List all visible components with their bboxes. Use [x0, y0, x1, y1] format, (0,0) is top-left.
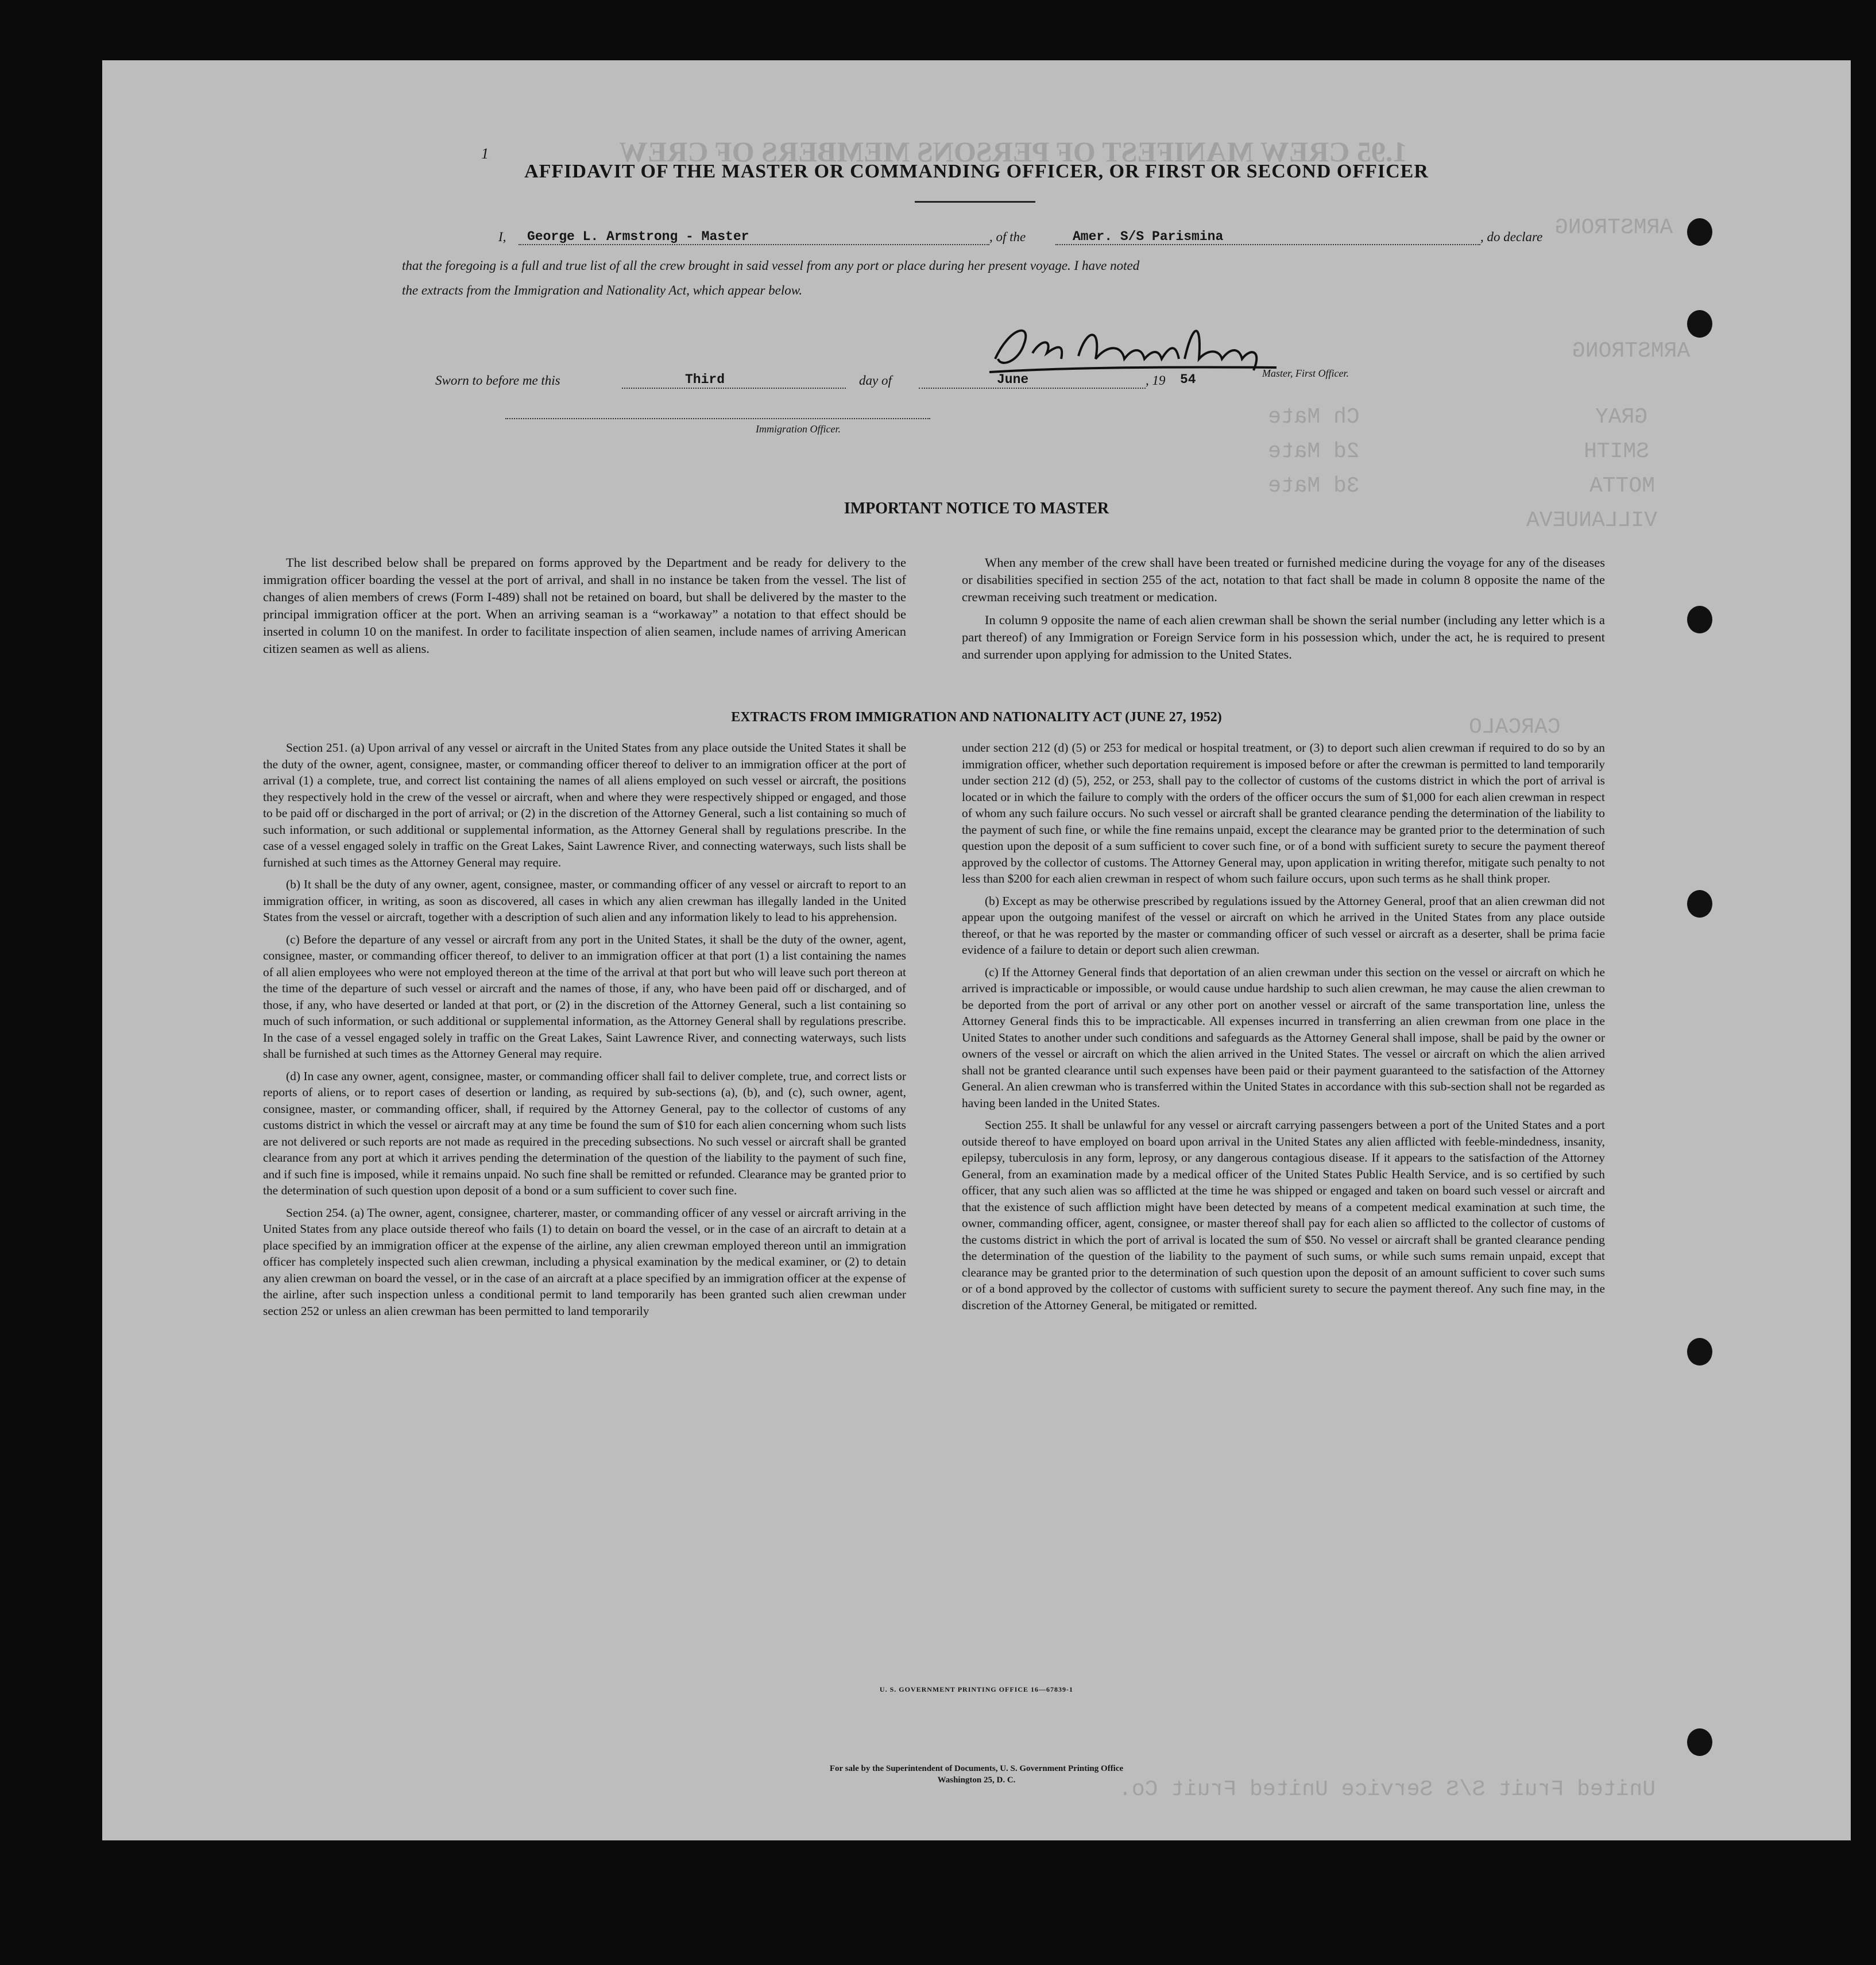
punch-hole [1687, 1338, 1712, 1366]
bleed-through-mark: 2d Mate [1268, 439, 1360, 464]
extract-paragraph: (b) It shall be the duty of any owner, agent, consignee, master, or commanding officer of any vessel or aircraft to report to an immigration officer, in writing, as soon as discovered, all cases in which any alien crewman has illegally landed in the United States from the vessel or aircraft, together with a description of such alien and any information likely to lead to his apprehension. [263, 877, 906, 924]
extracts-left-column [263, 740, 906, 1319]
bleed-through-mark: MOTTA [1589, 474, 1655, 498]
bleed-through-mark: SMITH [1584, 439, 1650, 464]
extract-paragraph: Section 254. (a) The owner, agent, consignee, charterer, master, or commanding officer of any vessel or aircraft arriving in the United States from any place outside thereof who fails (1) to detain on board the vessel, or in the case of an aircraft to detain at a place specified by an immigration officer at the expense of the airline, any alien crewman employed thereon until an immigration officer has completely inspected such alien crewman, including a physical examination by the medical examiner, or (2) to detain any alien crewman on board the vessel, or in the case of an aircraft at a place specified by an immigration officer at the expense of the airline, after such inspection unless a conditional permit to land temporarily has been granted such alien crewman under section 252 or unless an alien crewman has been permitted to land temporarily [263, 1205, 906, 1318]
extract-paragraph: Section 251. (a) Upon arrival of any vessel or aircraft in the United States from any place outside the United States it shall be the duty of the owner, agent, consignee, master, or commanding officer thereof to deliver to an immigration officer at the port of arrival (1) a complete, true, and correct list containing the names of all aliens employed on such vessel or aircraft, the positions they respectively hold in the crew of the vessel or aircraft, when and where they were respectively shipped or engaged, and those to be paid off or discharged in the port of arrival; or (2) in the discretion of the Attorney General, such a list containing so much of such information, or such additional or supplemental information, as the Attorney General shall by regulations prescribe. In the case of a vessel engaged solely in traffic on the Great Lakes, Saint Lawrence River, and connecting waterways, such lists shall be furnished at such times as the Attorney General may require. [263, 741, 906, 869]
notice-paragraph: When any member of the crew shall have been treated or furnished medicine during the voyage for any of the diseases or disabilities specified in section 255 of the act, notation to that fact shall be made in column 8 opposite the name of the crewman receiving such treatment or medication. [962, 555, 1605, 604]
statement-line-1: that the foregoing is a full and true list of all the crew brought in said vessel from any port or place during her present voyage. I have noted [402, 258, 1140, 273]
punch-hole [1687, 310, 1712, 338]
sworn-year: 54 [1180, 372, 1196, 387]
extract-paragraph: (d) In case any owner, agent, consignee, master, or commanding officer shall fail to deliver complete, true, and correct lists or reports of aliens, or to report cases of desertion or landing, as required by sub-sections (a), (b), and (c), such owner, agent, consignee, master, or commanding officer, shall, if required by the Attorney General, pay to the collector of customs of any customs district in which the vessel or aircraft may at any time be found the sum of $10 for each alien concerning whom such lists are not delivered or such reports are not made as required in the preceding subsections. No such vessel or aircraft shall be granted clearance from any port at which it arrives pending the determination of the question of the liability to the payment of such fine, and if such fine is imposed, while it remains unpaid. No such fine shall be remitted or refunded. Clearance may be granted prior to the determination of such question upon deposit of a bond or a sum sufficient to cover such fine. [263, 1069, 906, 1197]
svg-text:Geo L Armstrong: Geo L Armstrong [1053, 373, 1057, 374]
extracts-title: EXTRACTS FROM IMMIGRATION AND NATIONALITY ACT (JUNE 27, 1952) [731, 710, 1222, 725]
do-declare-label: , do declare [1480, 230, 1543, 244]
punch-hole [1687, 890, 1712, 918]
sworn-label: Sworn to before me this [435, 373, 560, 388]
punch-hole [1687, 606, 1712, 633]
bleed-through-mark: CARCALO [1469, 715, 1561, 740]
declarant-prefix: I, [498, 230, 506, 244]
bleed-through-mark: 3d Mate [1268, 474, 1360, 498]
extract-paragraph: under section 212 (d) (5) or 253 for medical or hospital treatment, or (3) to deport such alien crewman if required to do so by an immigration officer, whether such deportation requirement is imposed before or after the crewman is permitted to land temporarily under section 212 (d) (5), 252, or 253, shall pay to the collector of customs of the customs district in which the port of arrival is located or in which the failure to comply with the orders of the officer occurs the sum of $1,000 for each alien crewman in respect of whom any such failure occurs. No such vessel or aircraft shall be granted clearance pending the determination of the liability to the payment of such fine, or while the fine remains unpaid, except the clearance may be granted prior to the determination of such question upon the deposit of a sum sufficient to cover such fine, or of a bond with sufficient surety to secure the payment thereof approved by the collector of customs. The Attorney General may, upon application in writing therefor, mitigate such penalty to not less than $200 for each alien crewman in respect of whom such failure occurs, upon such terms as he shall think proper. [962, 741, 1605, 885]
for-sale-notice [102, 1763, 1851, 1786]
signature-caption: Master, First Officer. [1262, 368, 1349, 379]
bleed-through-mark: United Fruit S/S Service United Fruit Co. [1119, 1777, 1655, 1802]
extract-paragraph: (c) Before the departure of any vessel or aircraft from any port in the United States, it shall be the duty of the owner, agent, consignee, master, or commanding officer thereof, to deliver to an immigration officer at that port (1) a list containing the names of all alien employees who were not employed thereon at the time of the arrival at that port but who will leave such port thereon at the time of the departure of such vessel or aircraft and the names of those, if any, who have been paid off or discharged, and of those, if any, who have deserted or landed at that port, or (2) in the discretion of the Attorney General, such a list containing so much of such information, or such additional or supplemental information, as the Attorney General shall by regulations prescribe. In the case of a vessel engaged solely in traffic on the Great Lakes, Saint Lawrence River, and connecting waterways, such lists shall be furnished at such times as the Attorney General may require. [263, 932, 906, 1061]
for-sale-line-2: Washington 25, D. C. [937, 1776, 1016, 1785]
statement-line-2: the extracts from the Immigration and Nationality Act, which appear below. [402, 283, 803, 297]
bleed-through-mark: VILLANUEVA [1526, 508, 1658, 533]
bleed-through-title: 1.95 CREW MANIFEST OF PERSONS MEMBERS OF CREW [619, 136, 1407, 168]
declarant-line [519, 244, 989, 245]
vessel-line [1055, 244, 1480, 245]
bleed-through-mark: ARMSTRONG [1555, 215, 1673, 240]
vessel-name: Amer. S/S Parismina [1073, 229, 1224, 244]
immigration-officer-line [505, 418, 930, 419]
sworn-month-line [919, 388, 1146, 389]
immigration-officer-caption: Immigration Officer. [756, 423, 841, 435]
title-rule [915, 201, 1035, 203]
affidavit-title: AFFIDAVIT OF THE MASTER OR COMMANDING OFFICER, OR FIRST OR SECOND OFFICER [524, 161, 1429, 182]
year-prefix: , 19 [1146, 373, 1166, 388]
notice-title: IMPORTANT NOTICE TO MASTER [844, 500, 1109, 517]
punch-hole [1687, 218, 1712, 246]
notice-paragraph: In column 9 opposite the name of each alien crewman shall be shown the serial number (including any letter which is a part thereof) of any Immigration or Foreign Service form in his possession which, under the act, he is required to present and surrender upon applying for admission to the United States. [962, 613, 1605, 662]
notice-left-column [263, 554, 906, 657]
declarant-name: George L. Armstrong - Master [527, 229, 749, 244]
extracts-right-column [962, 740, 1605, 1313]
sworn-day-line [622, 388, 846, 389]
extract-paragraph: Section 255. It shall be unlawful for any vessel or aircraft carrying passengers between a port of the United States and a port outside thereof to have employed on board upon arrival in the United States any alien afflicted with feeble-mindedness, insanity, epilepsy, tuberculosis in any form, leprosy, or any dangerous contagious disease. If it appears to the satisfaction of the Attorney General, from an examination made by a medical officer of the United States Public Health Service, and is so certified by such officer, that any such alien was so afflicted at the time he was shipped or engaged and taken on board such vessel or aircraft and that the existence of such affliction might have been detected by means of a competent medical examination at such time, the owner, commanding officer, agent, consignee, or master thereof shall pay for each alien so afflicted to the collector of customs of the customs district in which the port of arrival is located the sum of $50. No vessel or aircraft shall be granted clearance pending the determination of the question of the liability to the payment of such sums, or while such sums remain unpaid, except that clearance may be granted prior to the determination of such question upon the deposit of an amount sufficient to cover such sums or of a bond approved by the collector of customs with sufficient surety to secure the payment thereof. Any such fine may, in the discretion of the Attorney General, be mitigated or remitted. [962, 1118, 1605, 1312]
margin-mark: 1 [481, 145, 489, 162]
bleed-through-mark: Ch Mate [1268, 405, 1360, 430]
gpo-imprint: U. S. GOVERNMENT PRINTING OFFICE 16—67839-1 [879, 1685, 1074, 1693]
notice-right-column [962, 554, 1605, 663]
punch-hole [1687, 1728, 1712, 1756]
notice-paragraph: The list described below shall be prepared on forms approved by the Department and be ready for delivery to the immigration officer boarding the vessel at the port of arrival, and shall in no instance be taken from the vessel. The list of changes of alien members of crews (Form I-489) shall not be retained on board, but shall be delivered by the master to the principal immigration officer at the port. When an arriving seaman is a “workaway” a notation to that effect should be inserted in column 10 on the manifest. In order to facilitate inspection of alien seamen, include names of arriving American citizen seamen as well as aliens. [263, 555, 906, 656]
sworn-month: June [997, 372, 1029, 387]
of-the-label: , of the [989, 230, 1026, 244]
document-page [102, 60, 1851, 1840]
day-of-label: day of [859, 373, 892, 388]
sworn-day: Third [685, 372, 725, 387]
for-sale-line-1: For sale by the Superintendent of Documents, U. S. Government Printing Office [829, 1764, 1124, 1773]
bleed-through-mark: ARMSTRONG [1572, 339, 1691, 363]
bleed-through-mark: GRAY [1595, 405, 1648, 430]
extract-paragraph: (c) If the Attorney General finds that deportation of an alien crewman under this section on the vessel or aircraft on which he arrived is impracticable or impossible, or would cause undue hardship to such alien crewman, he may cause the alien crewman to be deported from the port of arrival or any other port on another vessel or aircraft of the same transportation line, unless the Attorney General finds this to be impracticable. All expenses incurred in transferring an alien crewman from one place in the United States to another under such conditions and safeguards as the Attorney General shall impose, shall be paid by the owner or owners of the vessel or aircraft on which the alien arrived in the United States. The vessel or aircraft on which the alien arrived shall not be granted clearance until such expenses have been paid or their payment guaranteed to the satisfaction of the Attorney General. An alien crewman who is transferred within the United States in accordance with this sub-section shall not be regarded as having been landed in the United States. [962, 965, 1605, 1110]
extract-paragraph: (b) Except as may be otherwise prescribed by regulations issued by the Attorney General, proof that an alien crewman did not appear upon the outgoing manifest of the vessel or aircraft on which he arrived in the United States from any place outside thereof, or that he was reported by the master or commanding officer of such vessel or aircraft as a deserter, shall be prima facie evidence of a failure to detain or deport such alien crewman. [962, 893, 1605, 957]
